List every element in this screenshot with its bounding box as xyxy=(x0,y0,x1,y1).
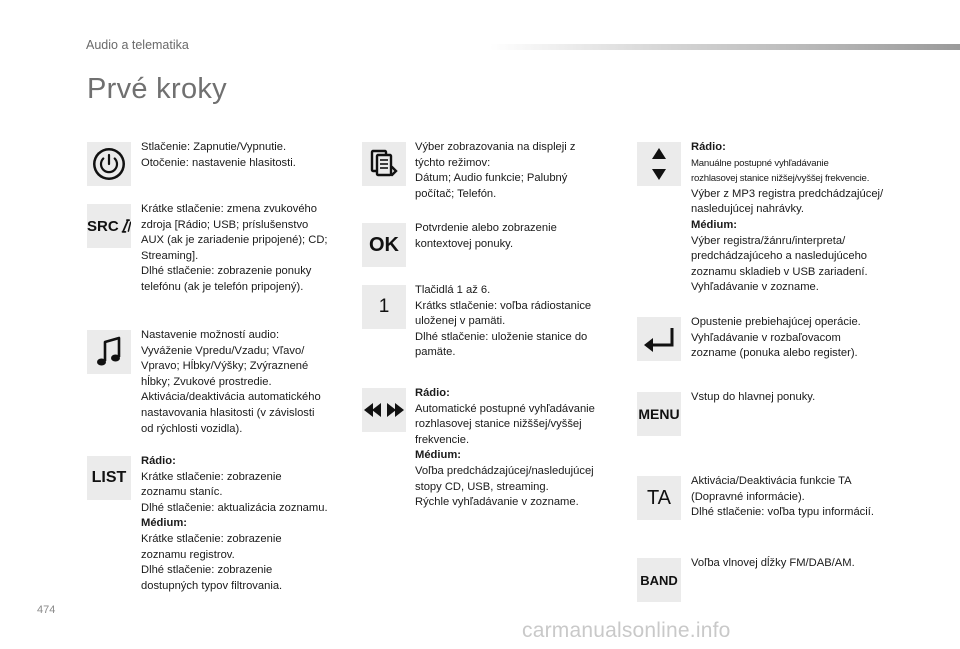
back-description: Opustenie prebiehajúcej operácie. Vyhľadávanie v rozbaľovacom zozname (ponuka alebo register). xyxy=(691,316,861,360)
menu-key xyxy=(637,392,681,436)
display-description: Výber zobrazovania na displeji z týchto režimov: Dátum; Audio funkcie; Palubný počítač; Telefón. xyxy=(415,141,576,200)
up-down-description: Rádio: Manuálne postupné vyhľadávanie rozhlasovej stanice nižšej/vyššej frekvencie. Výber z MP3 registra predchádzajúcej/ nasledujúcej nahrávky. Médium: Výber registra/žánru/interpreta/ predchádzajúceho a nasledujúceho zoznamu skladieb v USB zariadení. Vyhľadávanie v zozname. xyxy=(691,141,884,294)
src-label: SRC xyxy=(87,217,119,235)
menu-label: MENU xyxy=(638,406,680,422)
ta-description: Aktivácia/Deaktivácia funkcie TA (Dopravné informácie). Dlhé stlačenie: voľba typu informácií. xyxy=(691,475,874,519)
ta-key xyxy=(637,476,681,520)
seek-description: Rádio: Automatické postupné vyhľadávanie rozhlasovej stanice nižššej/vyššej frekvencie. Médium: Voľba predchádzajúcej/nasledujúcej stopy CD, USB, streaming. Rýchle vyhľadávanie v zozname. xyxy=(415,387,595,509)
up-down-key xyxy=(637,142,681,186)
watermark: carmanualsonline.info xyxy=(522,619,731,642)
page-title: Prvé kroky xyxy=(87,73,227,105)
band-key xyxy=(637,558,681,602)
section-header: Audio a telematika xyxy=(86,38,189,52)
header-divider xyxy=(490,44,960,50)
power-icon xyxy=(91,146,127,182)
src-key xyxy=(87,204,131,248)
ok-key xyxy=(362,223,406,267)
preset-description: Tlačidlá 1 až 6. Krátks stlačenie: voľba rádiostanice uloženej v pamäti. Dlhé stlačenie: uloženie stanice do pamäte. xyxy=(415,284,592,359)
music-note-icon xyxy=(94,335,124,369)
seek-key xyxy=(362,388,406,432)
preset-1-key xyxy=(362,285,406,329)
list-key xyxy=(87,456,131,500)
display-mode-icon xyxy=(368,147,400,181)
list-description: Rádio: Krátke stlačenie: zobrazenie zoznamu staníc. Dlhé stlačenie: aktualizácia zoznamu. Médium: Krátke stlačenie: zobrazenie zoznamu registrov. Dlhé stlačenie: zobrazenie dostupných typov filtrovania. xyxy=(141,455,328,592)
band-label: BAND xyxy=(640,572,678,588)
return-arrow-icon xyxy=(642,325,676,353)
back-key xyxy=(637,317,681,361)
page-number: 474 xyxy=(37,604,56,616)
audio-key xyxy=(87,330,131,374)
list-label: LIST xyxy=(91,469,127,486)
ok-description: Potvrdenie alebo zobrazenie kontextovej ponuky. xyxy=(415,222,557,250)
ok-label: OK xyxy=(369,233,399,256)
seek-arrows-icon xyxy=(364,400,404,420)
preset-1-label: 1 xyxy=(378,296,390,317)
band-description: Voľba vlnovej dĺžky FM/DAB/AM. xyxy=(691,557,855,569)
power-key xyxy=(87,142,131,186)
ta-label: TA xyxy=(646,486,672,509)
audio-description: Nastavenie možností audio: Vyváženie Vpredu/Vzadu; Vľavo/ Vpravo; Hĺbky/Výšky; Zvýraznené hĺbky; Zvukové prostredie. Aktivácia/deaktivácia automatického nastavovania hlasitosti (v závislosti od rýchlosti vozidla). xyxy=(141,329,321,435)
up-down-arrows-icon xyxy=(649,146,669,182)
phone-handset-icon xyxy=(121,216,131,236)
display-key xyxy=(362,142,406,186)
power-description: Stlačenie: Zapnutie/Vypnutie. Otočenie: nastavenie hlasitosti. xyxy=(141,141,296,169)
src-description: Krátke stlačenie: zmena zvukového zdroja [Rádio; USB; príslušenstvo AUX (ak je zariadenie pripojené); CD; Streaming]. Dlhé stlačenie: zobrazenie ponuky telefónu (ak je telefón pripojený). xyxy=(141,203,328,293)
menu-description: Vstup do hlavnej ponuky. xyxy=(691,391,816,403)
